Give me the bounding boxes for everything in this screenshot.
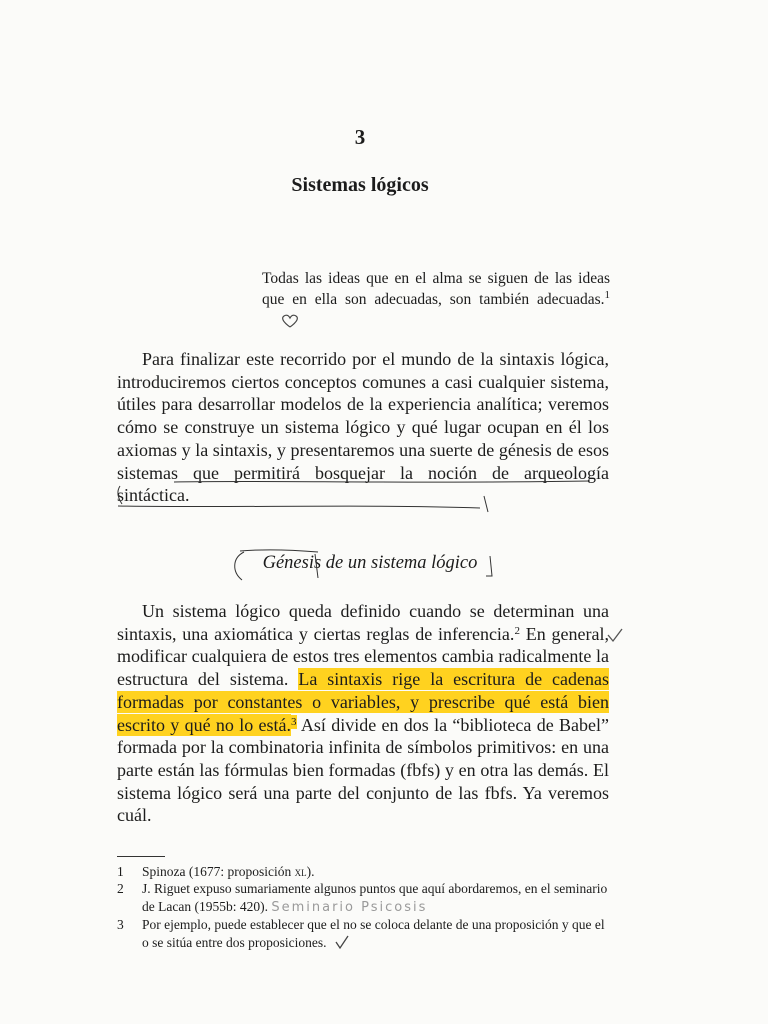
- footnote-item: [117, 880, 614, 916]
- genesis-paragraph: [117, 600, 609, 827]
- footnotes: [117, 863, 614, 951]
- heading-bracket-mark: [224, 548, 504, 584]
- epigraph-text: Todas las ideas que en el alma se siguen de las ideas que en ella son adecuadas, son también adecuadas.: [262, 270, 610, 308]
- section-heading: Génesis de un sistema lógico: [262, 553, 478, 573]
- heart-doodle-icon: [280, 313, 300, 329]
- footnote-ref-3: 3: [291, 715, 297, 728]
- footnote-text: J. Riguet expuso sumariamente algunos puntos que aquí abordaremos, en el seminario de Lacan (1955b: 420).: [142, 881, 608, 914]
- footnote-number: 1: [117, 864, 124, 879]
- highlighted-text: La sintaxis rige la escritura de cadenas formadas por constantes o variables, y prescribe qué está bien escrito y qué no lo está.: [117, 669, 610, 735]
- genesis-text-end: Así divide en dos la “biblioteca de Babel” formada por la combinatoria infinita de símbolos primitivos: en una parte están las fórmulas bien formadas (fbfs) y en otra las demás. El sistema lógico será una parte del conjunto de las fbfs. Ya veremos cuál.: [117, 714, 609, 826]
- footnote-number: 2: [117, 881, 124, 897]
- chapter-title: Sistemas lógicos: [291, 174, 429, 196]
- footnote-number: 3: [117, 917, 124, 933]
- footnote-item: [117, 916, 614, 951]
- footnote-text: Spinoza (1677: proposición: [142, 864, 295, 879]
- intro-underlined-text: una suerte de génesis de esos sistemas que permitirá bosquejar la noción de arqueología sintáctica.: [117, 439, 610, 506]
- footnote-item: [117, 863, 614, 880]
- checkmark-icon: [606, 626, 624, 644]
- pencil-annotation: Seminario Psicosis: [271, 899, 428, 915]
- footnote-text-end: ).: [306, 864, 315, 879]
- footnote-small-caps: xl: [294, 864, 307, 879]
- epigraph: [262, 268, 610, 331]
- genesis-text-start: Un sistema lógico queda definido cuando se determinan una sintaxis, una axiomática y ciertas reglas de inferencia.: [117, 601, 609, 644]
- footnote-text: Por ejemplo, puede establecer que el no se coloca delante de una proposición y que el o se sitúa entre dos proposiciones.: [142, 917, 605, 950]
- footnote-ref-1: 1: [604, 289, 610, 301]
- chapter-number: 3: [354, 125, 366, 149]
- pen-underline-mark: [112, 468, 592, 518]
- intro-text: Para finalizar este recorrido por el mundo de la sintaxis lógica, introduciremos ciertos conceptos comunes a casi cualquier sistema, útiles para desarrollar modelos de la experiencia analítica; veremos cómo se construye un sistema lógico y qué lugar ocupan en él los axiomas y la sintaxis, y presentaremos: [117, 349, 609, 460]
- checkmark-icon: [334, 934, 350, 950]
- footnote-rule: [117, 856, 165, 857]
- genesis-text-mid: En general, modificar cualquiera de estos tres elementos cambia radicalmente la estructura del sistema.: [117, 623, 609, 690]
- footnote-ref-2: 2: [514, 624, 520, 637]
